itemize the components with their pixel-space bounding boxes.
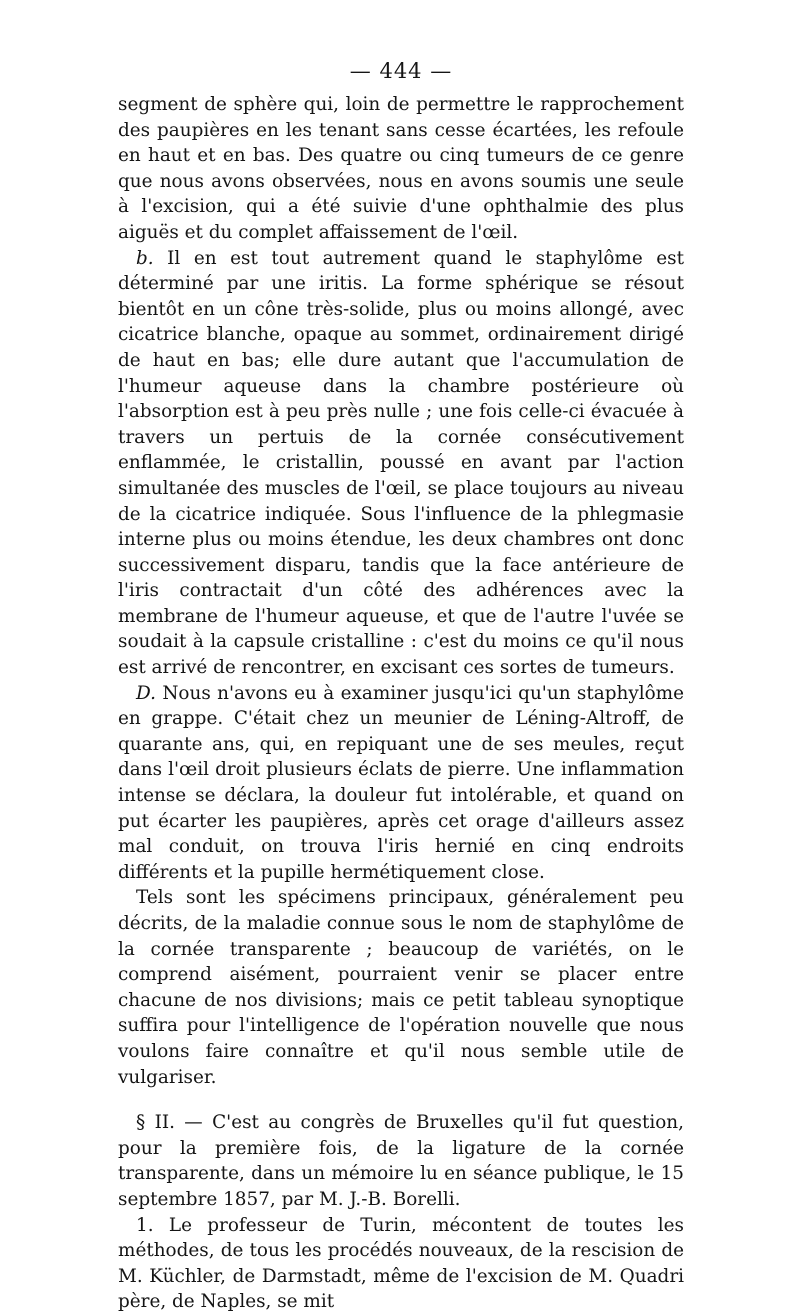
paragraph-section-2 bbox=[118, 1110, 684, 1212]
book-page bbox=[118, 56, 684, 1315]
paragraph-label: D. bbox=[136, 682, 156, 704]
paragraph-d bbox=[118, 681, 684, 886]
paragraph-label: b. bbox=[136, 247, 154, 269]
paragraph-summary bbox=[118, 885, 684, 1090]
paragraph-text: Tels sont les spécimens principaux, généralement peu décrits, de la maladie connue sous le nom de staphylôme de la cornée transparente ; beaucoup de variétés, on le comprend aisément, pourraient venir se placer entre chacune de nos divisions; mais ce petit tableau synoptique suffira pour l'intelligence de l'opération nouvelle que nous voulons faire connaître et qu'il nous semble utile de vulgariser. bbox=[118, 887, 684, 1088]
paragraph-text: 1. Le professeur de Turin, mécontent de toutes les méthodes, de tous les procédés nouveaux, de la rescision de M. Küchler, de Darmstadt, même de l'excision de M. Quadri père, de Naples, se mit bbox=[118, 1214, 684, 1313]
paragraph-text: Il en est tout autrement quand le staphylôme est déterminé par une iritis. La forme sphérique se résout bientôt en un cône très-solide, plus ou moins allongé, avec cicatrice blanche, opaque au sommet, ordinairement dirigé de haut en bas; elle dure autant que l'accumulation de l'humeur aqueuse dans la chambre postérieure où l'absorption est à peu près nulle ; une fois celle-ci évacuée à travers un pertuis de la cornée consécutivement enflammée, le cristallin, poussé en avant par l'action simultanée des muscles de l'œil, se place toujours au niveau de la cicatrice indiquée. Sous l'influence de la phlegmasie interne plus ou moins étendue, les deux chambres ont donc successivement disparu, tandis que la face antérieure de l'iris contractait d'un côté des adhérences avec la membrane de l'humeur aqueuse, et que de l'autre l'uvée se soudait à la capsule cristalline : c'est du moins ce qu'il nous est arrivé de rencontrer, en excisant ces sortes de tumeurs. bbox=[118, 247, 684, 679]
page-number: — 444 — bbox=[349, 59, 453, 83]
paragraph-text: Nous n'avons eu à examiner jusqu'ici qu'un staphylôme en grappe. C'était chez un meunier de Léning-Altroff, de quarante ans, qui, en repiquant une de ses meules, reçut dans l'œil droit plusieurs éclats de pierre. Une inflammation intense se déclara, la douleur fut intolérable, et quand on put écarter les paupières, après cet orage d'ailleurs assez mal conduit, on trouva l'iris hernié en cinq endroits différents et la pupille hermétiquement close. bbox=[118, 682, 684, 883]
paragraph-text: § II. — C'est au congrès de Bruxelles qu'il fut question, pour la première fois, de la ligature de la cornée transparente, dans un mémoire lu en séance publique, le 15 septembre 1857, par M. J.-B. Borelli. bbox=[118, 1112, 684, 1210]
paragraph-text: segment de sphère qui, loin de permettre le rapprochement des paupières en les tenant sans cesse écartées, les refoule en haut et en bas. Des quatre ou cinq tumeurs de ce genre que nous avons observées, nous en avons soumis une seule à l'excision, qui a été suivie d'une ophthalmie des plus aiguës et du complet affaissement de l'œil. bbox=[118, 94, 684, 243]
paragraph-1 bbox=[118, 1213, 684, 1315]
paragraph-continuation bbox=[118, 92, 684, 246]
paragraph-b bbox=[118, 246, 684, 681]
section-gap bbox=[118, 1090, 684, 1110]
